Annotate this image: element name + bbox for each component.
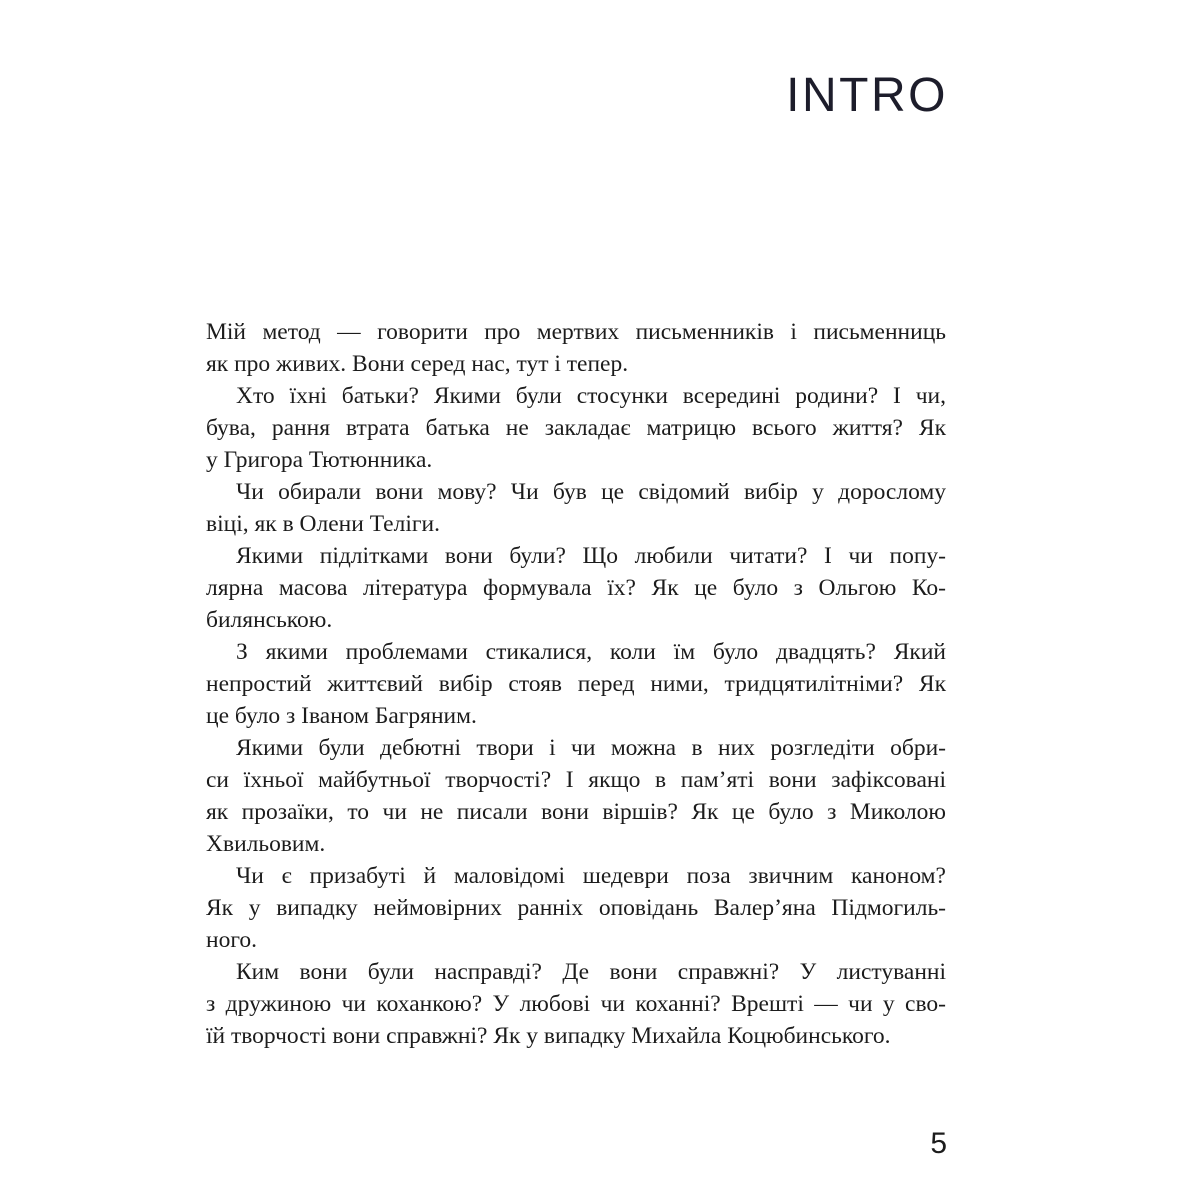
- text-line: непростий життєвий вибір стояв перед ними, тридцятилітніми? Як: [206, 671, 946, 697]
- text-line: віці, як в Олени Теліги.: [206, 511, 440, 537]
- text-line: билянською.: [206, 607, 333, 633]
- text-line: бува, рання втрата батька не закладає матрицю всього життя? Як: [206, 415, 946, 441]
- text-line: це було з Іваном Багряним.: [206, 703, 477, 729]
- text-line: як про живих. Вони серед нас, тут і тепер.: [206, 351, 629, 377]
- paragraph: [206, 476, 946, 540]
- text-line: си їхньої майбутньої творчості? І якщо в пам’яті вони зафіксовані: [206, 767, 946, 793]
- text-line: Як у випадку неймовірних ранніх оповідань Валер’яна Підмогиль-: [206, 895, 946, 921]
- paragraph: [206, 860, 946, 956]
- text-line: Чи є призабуті й маловідомі шедеври поза звичним каноном?: [236, 863, 946, 889]
- paragraph: [206, 956, 946, 1052]
- page-number: 5: [930, 1127, 947, 1160]
- text-line: Ким вони були насправді? Де вони справжні? У листуванні: [236, 959, 946, 985]
- paragraph: [206, 316, 946, 380]
- paragraph: [206, 636, 946, 732]
- text-line: з дружиною чи коханкою? У любові чи коханні? Врешті — чи у сво-: [206, 991, 946, 1017]
- paragraph: [206, 540, 946, 636]
- text-line: Хвильовим.: [206, 831, 326, 857]
- text-line: їй творчості вони справжні? Як у випадку Михайла Коцюбинського.: [206, 1023, 891, 1049]
- text-line: як прозаїки, то чи не писали вони віршів? Як це було з Миколою: [206, 799, 946, 825]
- paragraph: [206, 380, 946, 476]
- text-line: Мій метод — говорити про мертвих письменників і письменниць: [206, 319, 946, 345]
- body-text: [206, 316, 946, 1052]
- text-line: Чи обирали вони мову? Чи був це свідомий вибір у дорослому: [236, 479, 946, 505]
- text-line: Якими підлітками вони були? Що любили читати? І чи попу-: [236, 543, 946, 569]
- text-line: лярна масова література формувала їх? Як це було з Ольгою Ко-: [206, 575, 946, 601]
- text-line: Якими були дебютні твори і чи можна в них розгледіти обри-: [236, 735, 946, 761]
- text-line: Хто їхні батьки? Якими були стосунки всередині родини? І чи,: [236, 383, 946, 409]
- text-line: З якими проблемами стикалися, коли їм було двадцять? Який: [236, 639, 946, 665]
- text-line: у Григора Тютюнника.: [206, 447, 433, 473]
- text-line: ного.: [206, 927, 258, 953]
- paragraph: [206, 732, 946, 860]
- chapter-heading: INTRO: [786, 69, 948, 122]
